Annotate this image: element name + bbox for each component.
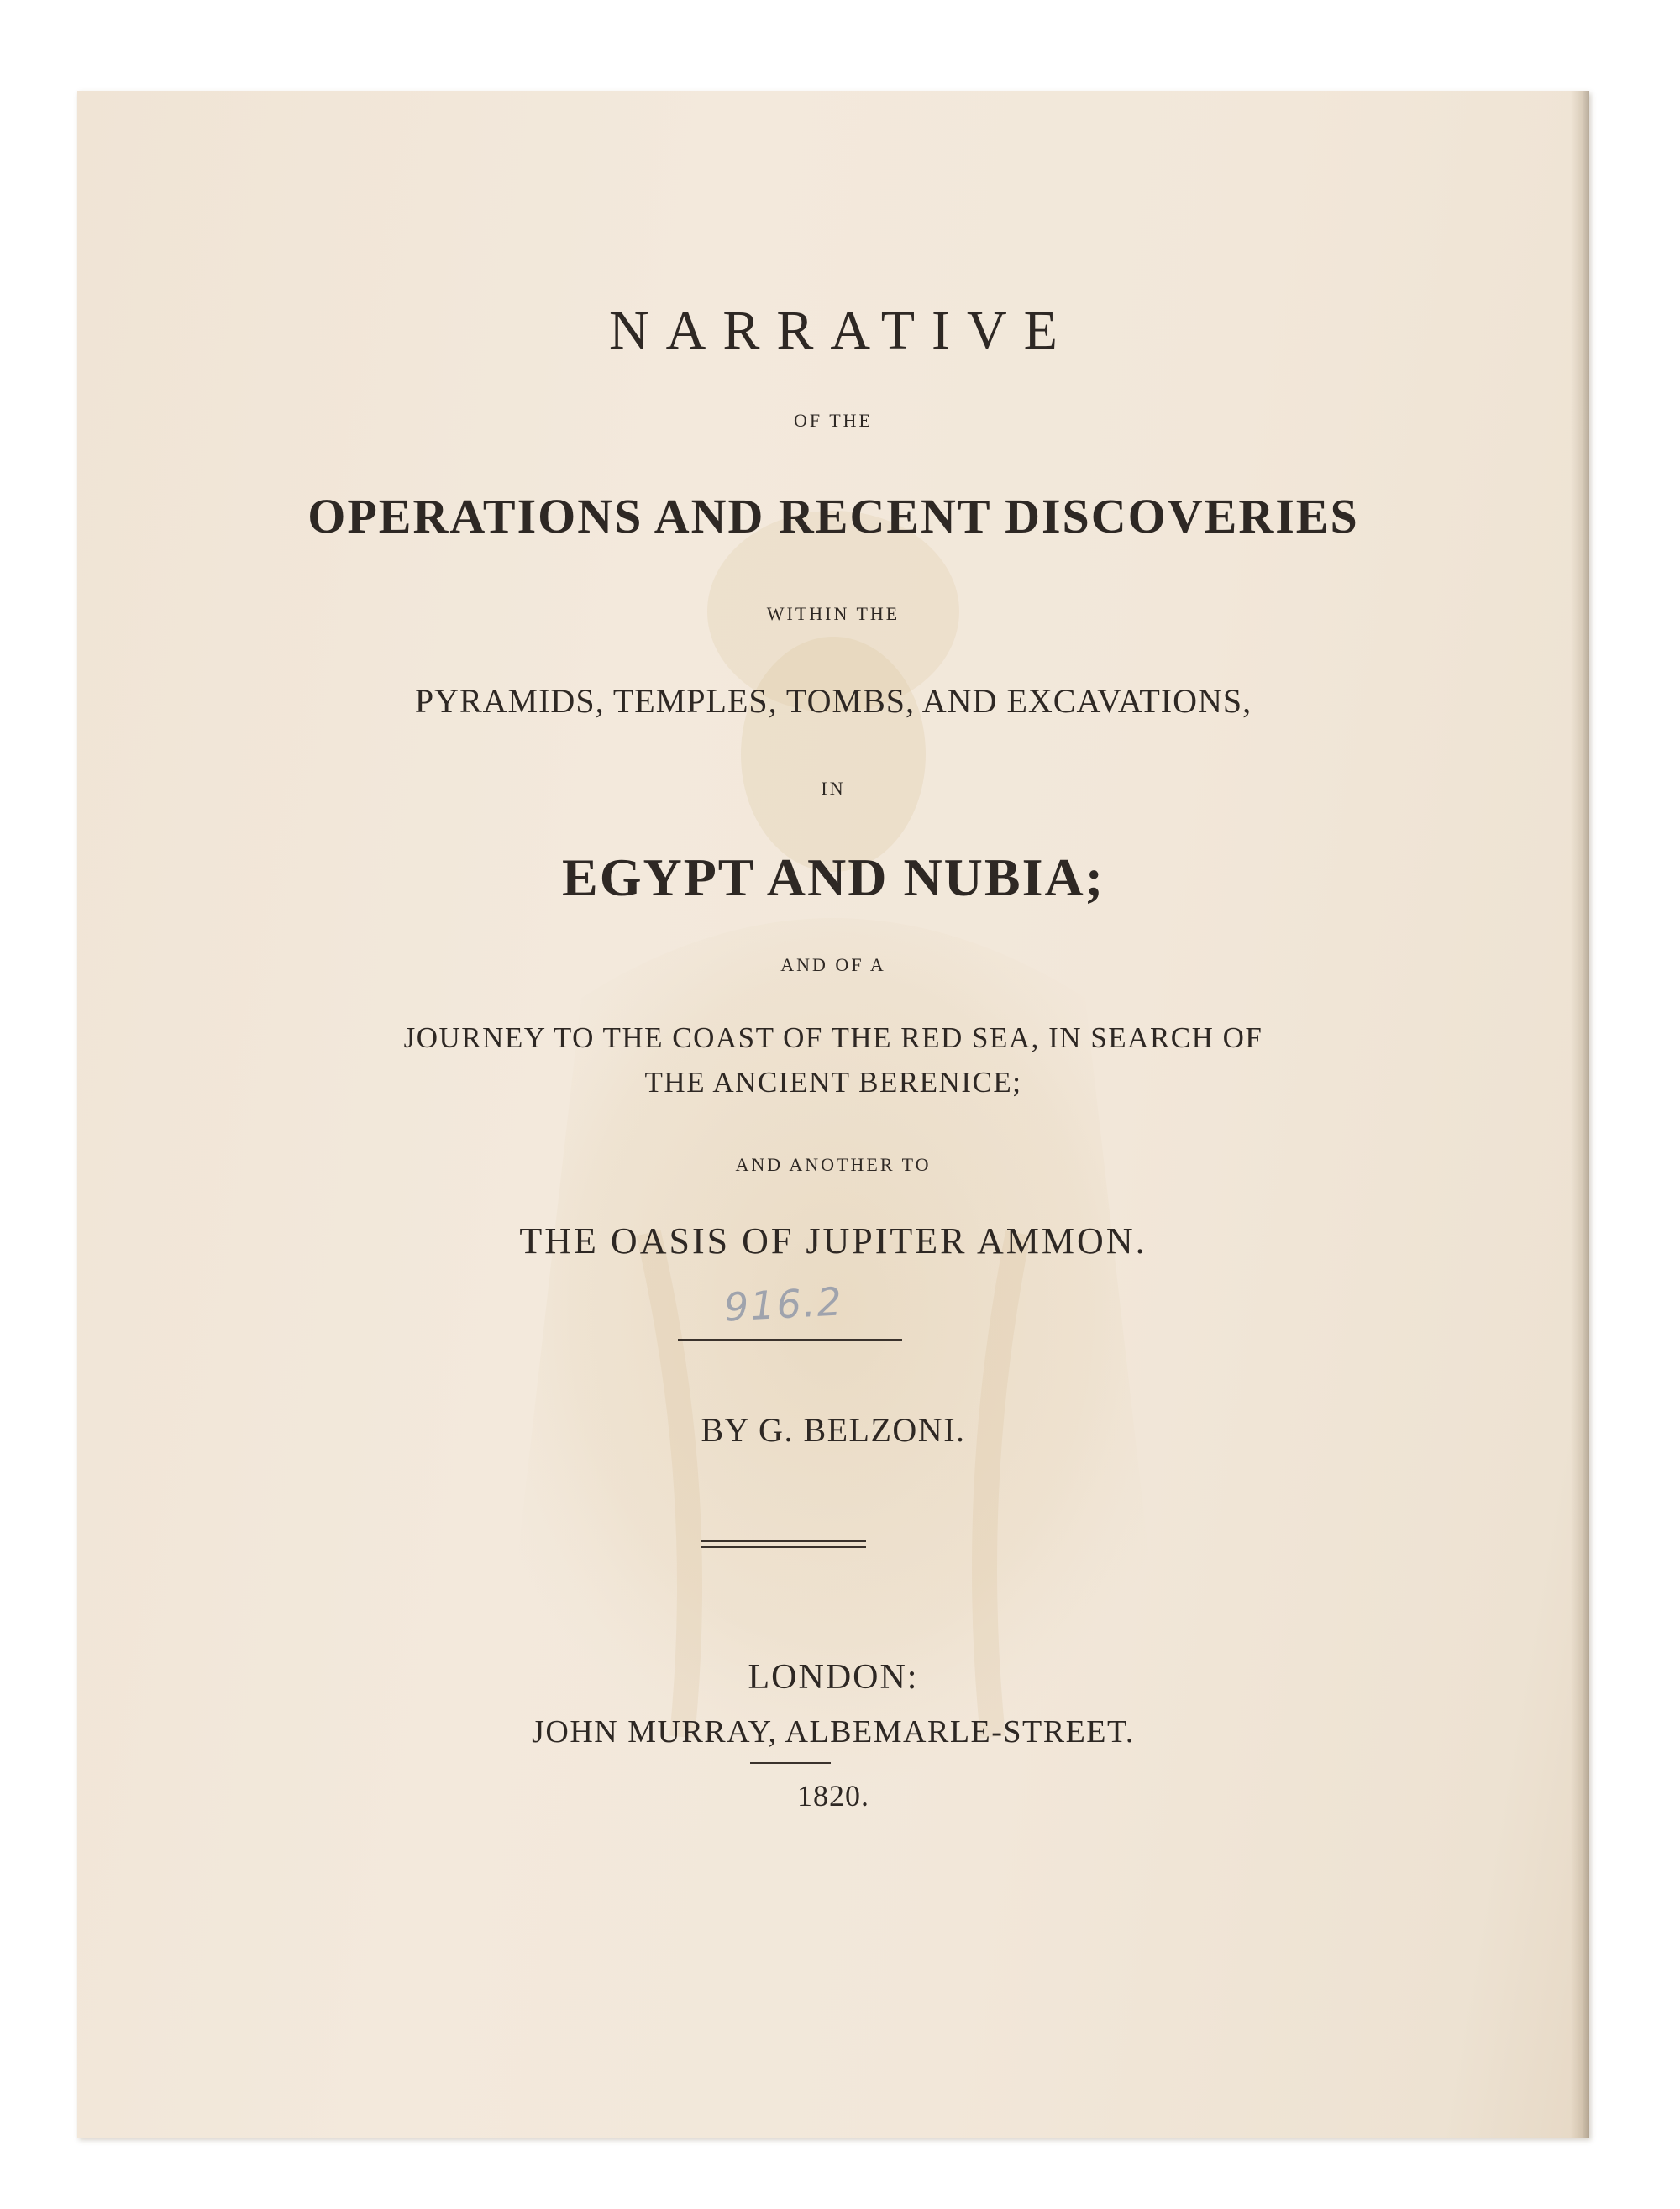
title-oasis: THE OASIS OF JUPITER AMMON.: [519, 1220, 1147, 1262]
connector-and-another-to: AND ANOTHER TO: [735, 1154, 932, 1175]
connector-within-the: WITHIN THE: [766, 603, 900, 624]
imprint-year: 1820.: [797, 1779, 869, 1813]
double-rule: [701, 1540, 866, 1548]
connector-and-of-a: AND OF A: [780, 954, 886, 975]
title-journey-line-1: JOURNEY TO THE COAST OF THE RED SEA, IN SEARCH OF: [403, 1021, 1263, 1054]
title-narrative: NARRATIVE: [609, 300, 1074, 361]
imprint-city: LONDON:: [748, 1658, 919, 1697]
divider-rule: [678, 1339, 902, 1341]
imprint-publisher: JOHN MURRAY, ALBEMARLE-STREET.: [532, 1714, 1135, 1750]
title-journey-line-2: THE ANCIENT BERENICE;: [644, 1066, 1022, 1099]
title-operations: OPERATIONS AND RECENT DISCOVERIES: [307, 489, 1359, 543]
pencil-annotation: 916.2: [722, 1278, 845, 1330]
imprint-rule: [750, 1762, 831, 1764]
connector-of-the: OF THE: [794, 410, 873, 431]
title-pyramids: PYRAMIDS, TEMPLES, TOMBS, AND EXCAVATIONS,: [414, 682, 1252, 720]
author-line: BY G. BELZONI.: [701, 1411, 966, 1449]
page-edge-shadow: [1571, 91, 1589, 2138]
title-page: [77, 91, 1589, 2138]
title-egypt-nubia: EGYPT AND NUBIA;: [562, 847, 1105, 907]
connector-in: IN: [821, 778, 846, 799]
